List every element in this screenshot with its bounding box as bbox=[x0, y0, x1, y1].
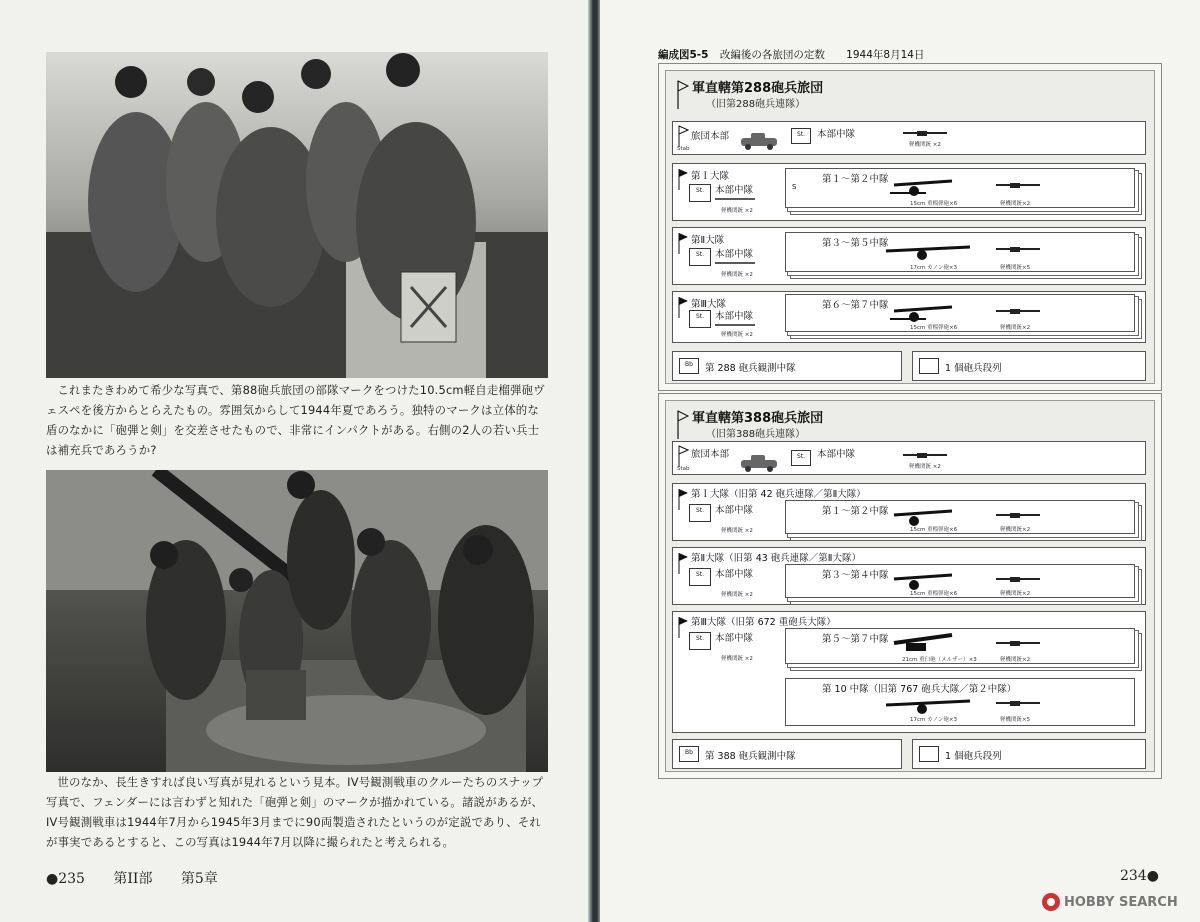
company-10 bbox=[785, 678, 1135, 726]
company-mg-count: 軽機関銃×5 bbox=[1000, 717, 1031, 723]
machine-gun-icon bbox=[996, 699, 1040, 707]
battalion-hq-label: 本部中隊 bbox=[715, 185, 754, 196]
heavy-howitzer-icon bbox=[886, 505, 956, 527]
gun-count: 15cm 重榴弾砲×6 bbox=[910, 527, 958, 533]
brigade-288-frame bbox=[665, 70, 1155, 384]
observation-label: 第 388 砲兵観測中隊 bbox=[705, 751, 796, 762]
brigade-388-frame bbox=[665, 400, 1155, 772]
brigade-288-chart bbox=[658, 63, 1162, 391]
battalion-hq-symbol: St. bbox=[689, 504, 711, 522]
company-group bbox=[785, 500, 1135, 534]
artillery-column-288 bbox=[912, 351, 1146, 381]
companies-label: 第１～第２中隊 bbox=[822, 174, 889, 185]
hq-company-label: 本部中隊 bbox=[817, 129, 856, 140]
battalion-hq-label: 本部中隊 bbox=[715, 633, 754, 644]
caption-photo-1: これまたきわめて希少な写真で、第88砲兵旅団の部隊マークをつけた10.5cm軽自走榴弾砲ヴェスペを後方からとらえたもの。雰囲気からして1944年夏であろう。独特のマークは立体的な盾のなかに「砲弾と剣」を交差させたもので、非常にインパクトがある。右側の2人の若い兵士は補充兵であろうか? bbox=[46, 383, 545, 457]
battalion-hq-mg: 軽機関銃 ×2 bbox=[721, 656, 753, 662]
battalion-hq-label: 本部中隊 bbox=[715, 311, 754, 322]
column-symbol bbox=[919, 358, 939, 374]
hq-mg-count: 軽機関銃 ×2 bbox=[909, 464, 941, 470]
battalion-hq-label: 本部中隊 bbox=[715, 569, 754, 580]
battalion-flag-icon bbox=[677, 296, 689, 318]
battalion-hq-mg: 軽機関銃 ×2 bbox=[721, 592, 753, 598]
chapter-label: 第5章 bbox=[180, 871, 218, 887]
observation-symbol: Bb bbox=[679, 358, 699, 374]
left-page bbox=[0, 0, 590, 922]
battalion-hq-mg: 軽機関銃 ×2 bbox=[721, 208, 753, 214]
brigade-288-hq-row bbox=[672, 121, 1146, 155]
stab-label: Stab bbox=[677, 466, 690, 472]
machine-gun-icon bbox=[996, 639, 1040, 647]
brigade-388-hq-row bbox=[672, 441, 1146, 475]
artillery-column-388 bbox=[912, 739, 1146, 769]
battery-symbol: S bbox=[792, 183, 797, 191]
brigade-388-battalion-2 bbox=[672, 547, 1146, 605]
company-group bbox=[785, 564, 1135, 598]
company-mg-count: 軽機関銃×2 bbox=[1000, 527, 1031, 533]
brigade-288-battalion-3 bbox=[672, 291, 1146, 343]
column-label: 1 個砲兵段列 bbox=[945, 363, 1002, 374]
left-page-number: ●235 bbox=[46, 871, 85, 887]
machine-gun-icon bbox=[903, 451, 947, 459]
battalion-hq-mg: 軽機関銃 ×2 bbox=[721, 332, 753, 338]
brigade-388-former: （旧第388砲兵連隊） bbox=[706, 429, 806, 440]
heavy-howitzer-icon bbox=[886, 301, 956, 323]
hq-flag-icon bbox=[677, 445, 689, 467]
brigade-388-battalion-3 bbox=[672, 611, 1146, 733]
companies-label: 第６～第７中隊 bbox=[822, 300, 889, 311]
watermark-text: HOBBY SEARCH bbox=[1064, 894, 1178, 910]
company-group bbox=[785, 232, 1135, 272]
brigade-flag-icon bbox=[676, 409, 690, 439]
left-footer bbox=[46, 868, 218, 888]
figure-date: 1944年8月14日 bbox=[846, 49, 925, 61]
brigade-hq-label: 旅団本部 bbox=[691, 131, 730, 142]
battalion-flag-icon bbox=[677, 168, 689, 190]
battalion-flag-icon bbox=[677, 488, 689, 510]
hq-flag-icon bbox=[677, 125, 689, 147]
company-mg-count: 軽機関銃×2 bbox=[1000, 657, 1031, 663]
brigade-388-battalion-1 bbox=[672, 483, 1146, 541]
cannon-icon bbox=[882, 239, 972, 261]
battalion-3-name: 第Ⅲ大隊 bbox=[691, 299, 727, 310]
company-group bbox=[785, 294, 1135, 332]
battalion-hq-label: 本部中隊 bbox=[715, 249, 754, 260]
company-10-label: 第 10 中隊（旧第 767 砲兵大隊／第２中隊） bbox=[822, 684, 1017, 695]
gun-count: 17cm カノン砲×3 bbox=[910, 265, 958, 271]
brigade-288-battalion-1 bbox=[672, 163, 1146, 221]
battalion-hq-mg: 軽機関銃 ×2 bbox=[721, 528, 753, 534]
battalion-hq-symbol: St. bbox=[689, 184, 711, 202]
battalion-hq-symbol: St. bbox=[689, 248, 711, 266]
brigade-flag-icon bbox=[676, 79, 690, 109]
brigade-288-name: 軍直轄第288砲兵旅団 bbox=[692, 81, 824, 96]
company-group bbox=[785, 168, 1135, 208]
hq-mg-count: 軽機関銃 ×2 bbox=[909, 142, 941, 148]
figure-title bbox=[658, 47, 924, 62]
column-symbol bbox=[919, 746, 939, 762]
company-mg-count: 軽機関銃×5 bbox=[1000, 265, 1031, 271]
companies-label: 第３～第５中隊 bbox=[822, 238, 889, 249]
machine-gun-icon bbox=[996, 575, 1040, 583]
battalion-hq-symbol: St. bbox=[689, 310, 711, 328]
hq-company-symbol: St. bbox=[791, 450, 811, 466]
gun-count: 15cm 重榴弾砲×6 bbox=[910, 591, 958, 597]
staff-car-icon bbox=[739, 132, 779, 150]
company-mg-count: 軽機関銃×2 bbox=[1000, 201, 1031, 207]
gun-count: 15cm 重榴弾砲×6 bbox=[910, 201, 958, 207]
machine-gun-icon bbox=[996, 245, 1040, 253]
brigade-388-name: 軍直轄第388砲兵旅団 bbox=[692, 411, 824, 426]
battalion-1-name: 第Ｉ大隊 bbox=[691, 171, 730, 182]
battalion-3-name: 第Ⅲ大隊（旧第 672 重砲兵大隊） bbox=[691, 617, 836, 628]
figure-heading: 改編後の各旅団の定数 bbox=[719, 49, 825, 61]
companies-label: 第１～第２中隊 bbox=[822, 506, 889, 517]
photo-observation-tank-crew bbox=[46, 470, 548, 772]
staff-car-icon bbox=[739, 454, 779, 472]
caption-photo-2: 世のなか、長生きすれば良い写真が見れるという見本。IV号観測戦車のクルーたちのスナップ写真で、フェンダーには言わずと知れた「砲弾と剣」のマークが描かれている。諸説があるが、IV号観測戦車は1944年7月から1945年3月までに90両製造されたというのが定説であり、それが事実であるとすると、この写真は1944年7月以降に撮られたと考えられる。 bbox=[46, 775, 544, 849]
gun-count: 15cm 重榴弾砲×6 bbox=[910, 325, 958, 331]
battalion-flag-icon bbox=[677, 232, 689, 254]
gun-count: 21cm 重臼砲（メルザー）×3 bbox=[902, 657, 977, 663]
battalion-hq-symbol: St. bbox=[689, 568, 711, 586]
machine-gun-icon bbox=[996, 181, 1040, 189]
stab-label: Stab bbox=[677, 146, 690, 152]
company-mg-count: 軽機関銃×2 bbox=[1000, 591, 1031, 597]
machine-gun-icon bbox=[996, 511, 1040, 519]
machine-gun-icon bbox=[996, 307, 1040, 315]
observation-battery-288 bbox=[672, 351, 902, 381]
battalion-2-name: 第Ⅱ大隊 bbox=[691, 235, 725, 246]
hobby-search-logo-icon bbox=[1042, 893, 1060, 911]
column-label: 1 個砲兵段列 bbox=[945, 751, 1002, 762]
battalion-1-name: 第Ｉ大隊（旧第 42 砲兵連隊／第Ⅱ大隊） bbox=[691, 489, 866, 500]
cannon-icon bbox=[882, 693, 972, 715]
observation-label: 第 288 砲兵観測中隊 bbox=[705, 363, 796, 374]
observation-battery-388 bbox=[672, 739, 902, 769]
observation-symbol: Bb bbox=[679, 746, 699, 762]
company-group bbox=[785, 628, 1135, 664]
right-page-number: 234● bbox=[1120, 868, 1159, 884]
machine-gun-icon bbox=[903, 129, 947, 137]
watermark bbox=[1042, 893, 1178, 911]
battalion-flag-icon bbox=[677, 616, 689, 638]
battalion-hq-mg: 軽機関銃 ×2 bbox=[721, 272, 753, 278]
heavy-mortar-icon bbox=[886, 631, 956, 653]
battalion-hq-label: 本部中隊 bbox=[715, 505, 754, 516]
hq-company-label: 本部中隊 bbox=[817, 449, 856, 460]
battalion-flag-icon bbox=[677, 552, 689, 574]
machine-gun-icon bbox=[715, 260, 755, 266]
photo-soldiers-on-wespe bbox=[46, 52, 548, 378]
machine-gun-icon bbox=[715, 196, 755, 202]
brigade-288-battalion-2 bbox=[672, 227, 1146, 285]
part-label: 第II部 bbox=[113, 871, 153, 887]
heavy-howitzer-icon bbox=[886, 175, 956, 197]
companies-label: 第３～第４中隊 bbox=[822, 570, 889, 581]
figure-label: 編成図5-5 bbox=[658, 49, 709, 61]
company-mg-count: 軽機関銃×2 bbox=[1000, 325, 1031, 331]
battalion-hq-symbol: St. bbox=[689, 632, 711, 650]
brigade-388-chart bbox=[658, 393, 1162, 779]
machine-gun-icon bbox=[715, 322, 755, 328]
hq-company-symbol: St. bbox=[791, 128, 811, 144]
heavy-howitzer-icon bbox=[886, 569, 956, 591]
battalion-2-name: 第Ⅱ大隊（旧第 43 砲兵連隊／第Ⅱ大隊） bbox=[691, 553, 861, 564]
brigade-288-former: （旧第288砲兵連隊） bbox=[706, 99, 806, 110]
gun-count: 17cm カノン砲×3 bbox=[910, 717, 958, 723]
companies-label: 第５～第７中隊 bbox=[822, 634, 889, 645]
brigade-hq-label: 旅団本部 bbox=[691, 449, 730, 460]
